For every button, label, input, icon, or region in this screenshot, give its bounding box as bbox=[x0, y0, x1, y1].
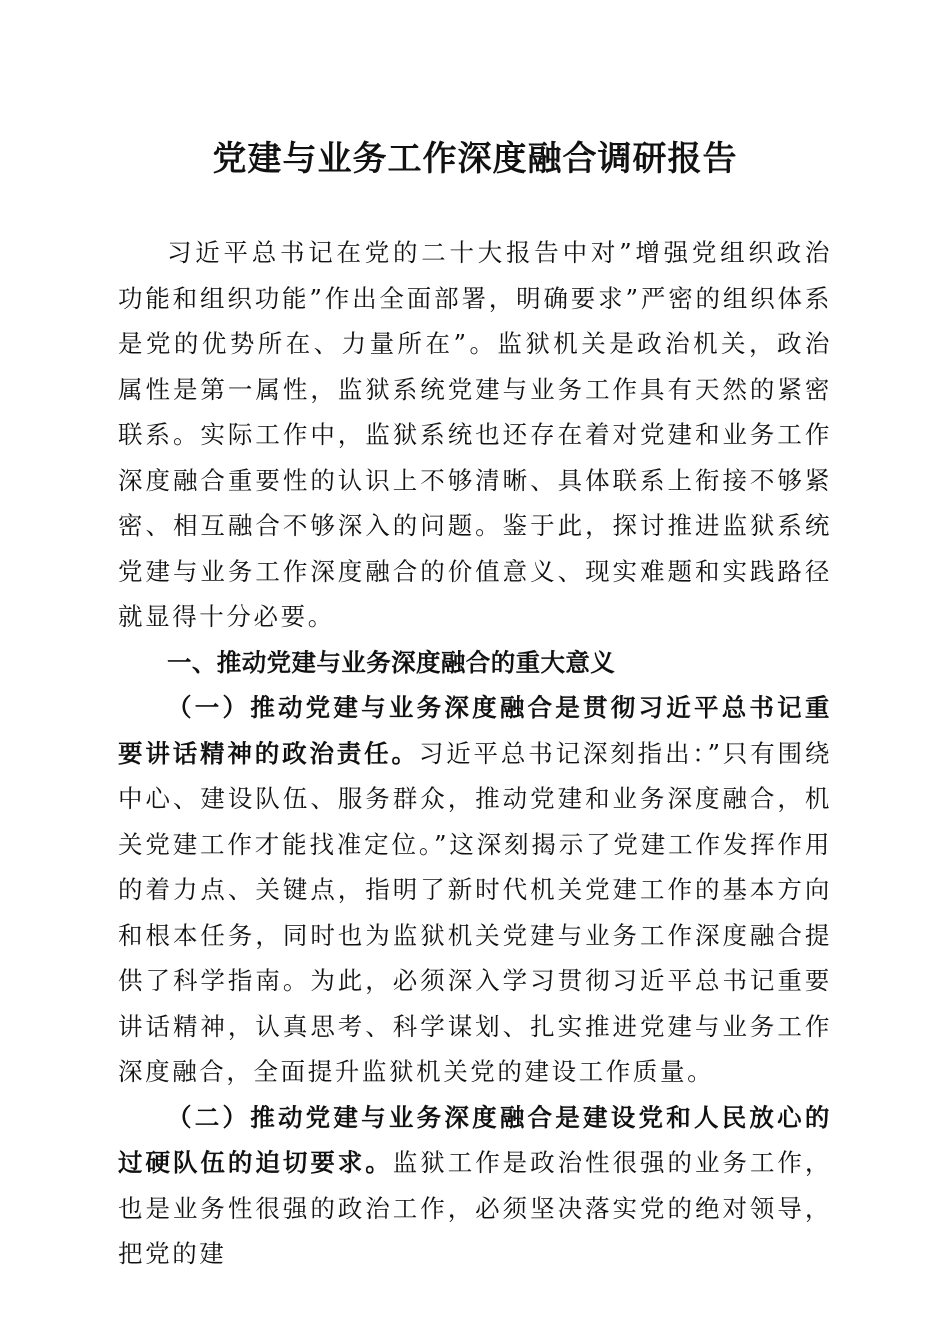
subsection-2-lead: （二）推动党建与业务深度融合是建设党和人民放心的过硬队伍的迫切要求。 bbox=[118, 1102, 832, 1177]
subsection-1-paragraph bbox=[118, 685, 832, 1095]
intro-paragraph: 习近平总书记在党的二十大报告中对”增强党组织政治功能和组织功能”作出全面部署，明确要求”严密的组织体系是党的优势所在、力量所在”。监狱机关是政治机关，政治属性是第一属性，监狱系统党建与业务工作具有天然的紧密联系。实际工作中，监狱系统也还存在着对党建和业务工作深度融合重要性的认识上不够清晰、具体联系上衔接不够紧密、相互融合不够深入的问题。鉴于此，探讨推进监狱系统党建与业务工作深度融合的价值意义、现实难题和实践路径就显得十分必要。 bbox=[118, 238, 832, 631]
subsection-1-text: 习近平总书记深刻指出：”只有围绕中心、建设队伍、服务群众，推动党建和业务深度融合，机关党建工作才能找准定位。”这深刻揭示了党建工作发挥作用的着力点、关键点，指明了新时代机关党建工作的基本方向和根本任务，同时也为监狱机关党建与业务工作深度融合提供了科学指南。为此，必须深入学习贯彻习近平总书记重要讲话精神，认真思考、科学谋划、扎实推进党建与业务工作深度融合，全面提升监狱机关党的建设工作质量。 bbox=[118, 738, 832, 1086]
document-title: 党建与业务工作深度融合调研报告 bbox=[212, 139, 738, 179]
subsection-2-paragraph bbox=[118, 1095, 832, 1277]
section-heading-1: 一、推动党建与业务深度融合的重大意义 bbox=[167, 647, 616, 677]
subsection-1-lead: （一）推动党建与业务深度融合是贯彻习近平总书记重要讲话精神的政治责任。 bbox=[118, 693, 832, 768]
subsection-2-text: 监狱工作是政治性很强的业务工作，也是业务性很强的政治工作，必须坚决落实党的绝对领导，把党的建 bbox=[118, 1148, 832, 1268]
document-body bbox=[118, 230, 832, 1277]
